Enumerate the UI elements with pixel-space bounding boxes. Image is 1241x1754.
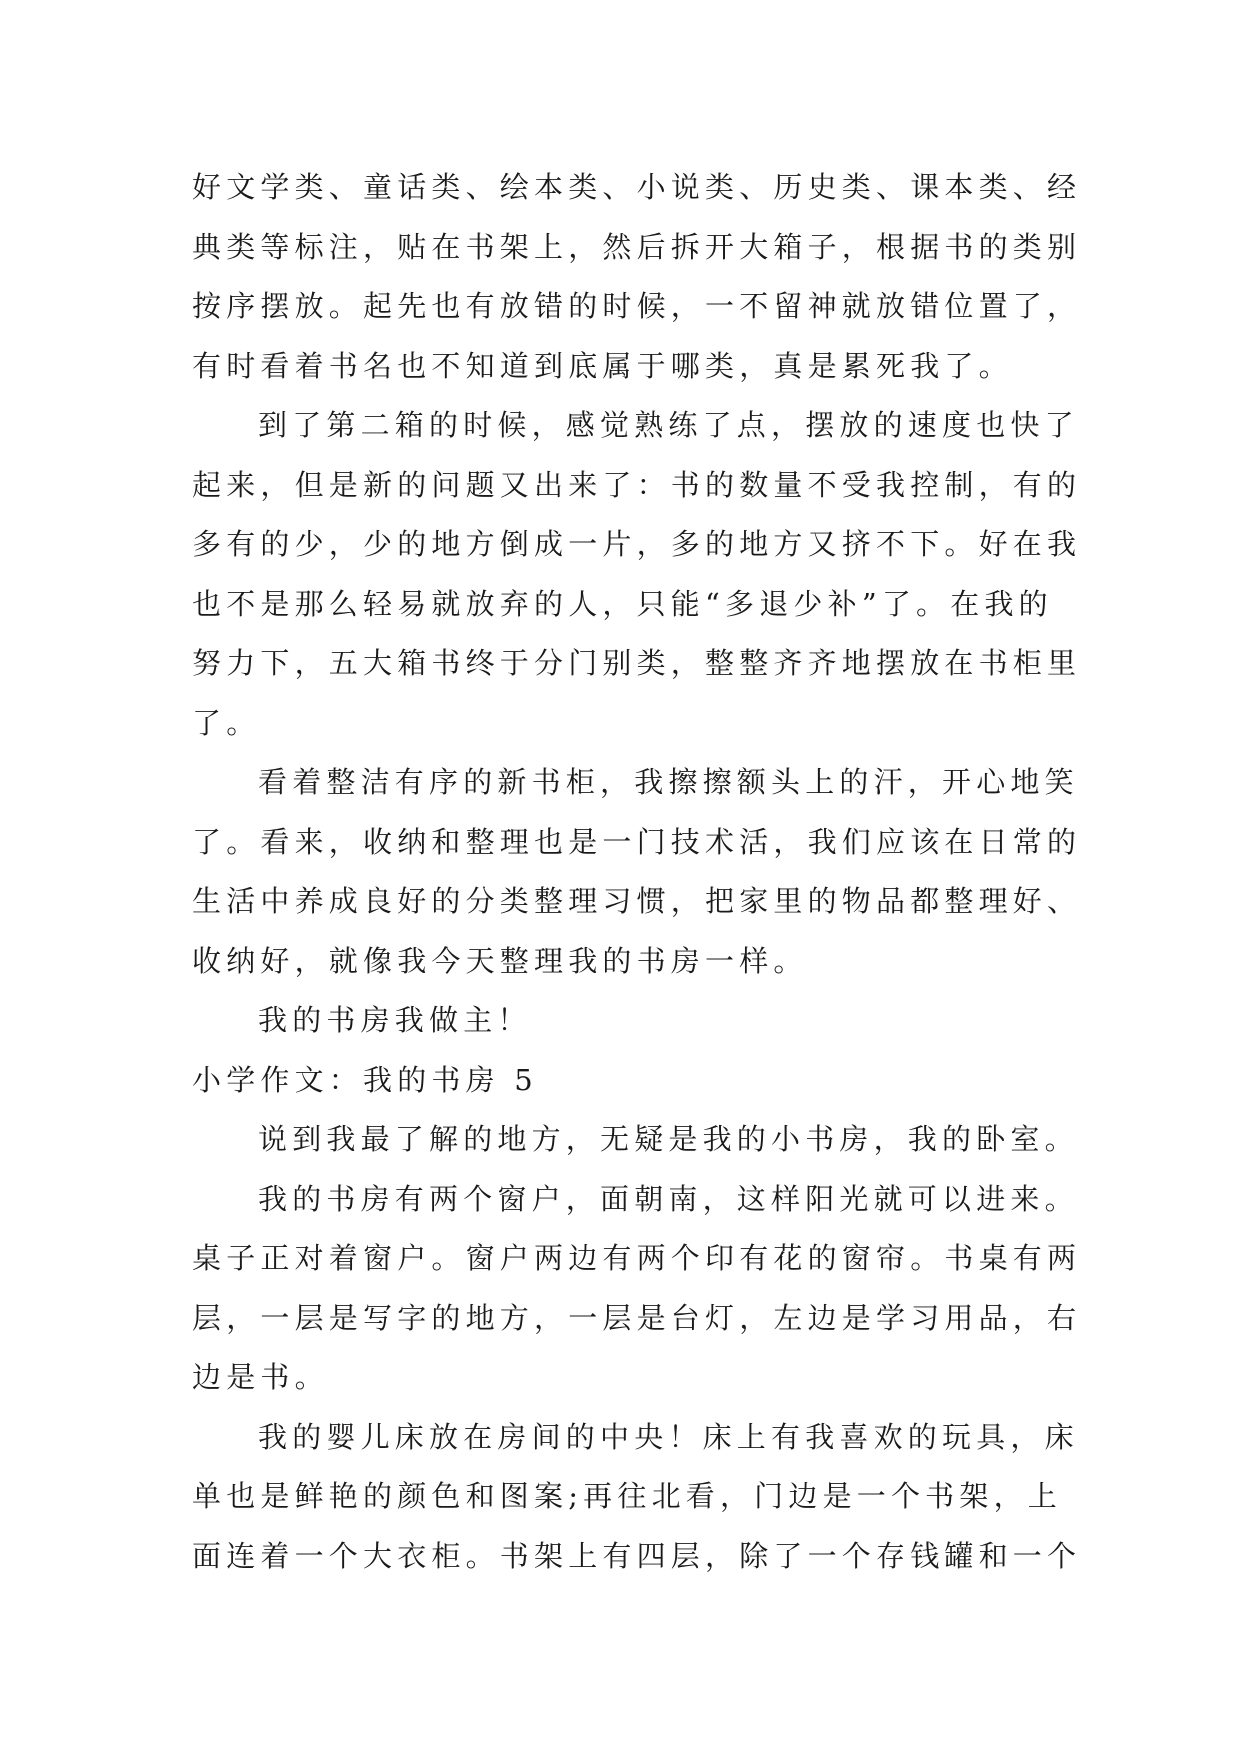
text-line: 典类等标注，贴在书架上，然后拆开大箱子，根据书的类别 bbox=[192, 229, 1082, 264]
text-line: 面连着一个大衣柜。书架上有四层，除了一个存钱罐和一个 bbox=[192, 1538, 1082, 1573]
paragraph bbox=[192, 1170, 1082, 1408]
section-heading bbox=[192, 1051, 1052, 1111]
text-line: 我的婴儿床放在房间的中央！床上有我喜欢的玩具，床 bbox=[258, 1419, 1079, 1454]
paragraph bbox=[192, 158, 1082, 396]
text-line: 按序摆放。起先也有放错的时候，一不留神就放错位置了， bbox=[192, 289, 1082, 323]
text-line: 了。看来，收纳和整理也是一门技术活，我们应该在日常的 bbox=[192, 824, 1082, 859]
text-line: 桌子正对着窗户。窗户两边有两个印有花的窗帘。书桌有两 bbox=[192, 1241, 1082, 1275]
text-line: 看着整洁有序的新书柜，我擦擦额头上的汗，开心地笑 bbox=[258, 765, 1079, 799]
text-line: 了。 bbox=[192, 705, 261, 740]
text-line: 好文学类、童话类、绘本类、小说类、历史类、课本类、经 bbox=[192, 170, 1082, 204]
text-line: 边是书。 bbox=[192, 1360, 329, 1394]
text-line: 收纳好，就像我今天整理我的书房一样。 bbox=[192, 943, 808, 978]
text-line: 我的书房有两个窗户，面朝南，这样阳光就可以进来。 bbox=[258, 1181, 1079, 1216]
text-line: 单也是鲜艳的颜色和图案;再往北看，门边是一个书架，上 bbox=[192, 1479, 1062, 1513]
text-line: 到了第二箱的时候，感觉熟练了点，摆放的速度也快了 bbox=[258, 408, 1079, 442]
paragraph bbox=[192, 991, 1052, 1051]
paragraph bbox=[192, 1110, 1079, 1170]
text-line: 说到我最了解的地方，无疑是我的小书房，我的卧室。 bbox=[258, 1122, 1079, 1156]
text-line: 也不是那么轻易就放弃的人，只能“多退少补”了。在我的 bbox=[192, 586, 1053, 621]
text-line: 起来，但是新的问题又出来了：书的数量不受我控制，有的 bbox=[192, 467, 1082, 502]
text-line: 努力下，五大箱书终于分门别类，整整齐齐地摆放在书柜里 bbox=[192, 646, 1082, 680]
text-line: 多有的少，少的地方倒成一片，多的地方又挤不下。好在我 bbox=[192, 527, 1082, 561]
text-line: 层，一层是写字的地方，一层是台灯，左边是学习用品，右 bbox=[192, 1300, 1082, 1335]
text-line: 有时看着书名也不知道到底属于哪类，真是累死我了。 bbox=[192, 348, 1013, 383]
heading-line: 小学作文：我的书房 5 bbox=[192, 1062, 538, 1097]
document-page bbox=[192, 158, 1082, 1586]
paragraph bbox=[192, 1408, 1082, 1587]
text-line: 生活中养成良好的分类整理习惯，把家里的物品都整理好、 bbox=[192, 884, 1082, 918]
text-line: 我的书房我做主！ bbox=[258, 1003, 532, 1037]
paragraph bbox=[192, 753, 1082, 991]
paragraph bbox=[192, 396, 1082, 753]
